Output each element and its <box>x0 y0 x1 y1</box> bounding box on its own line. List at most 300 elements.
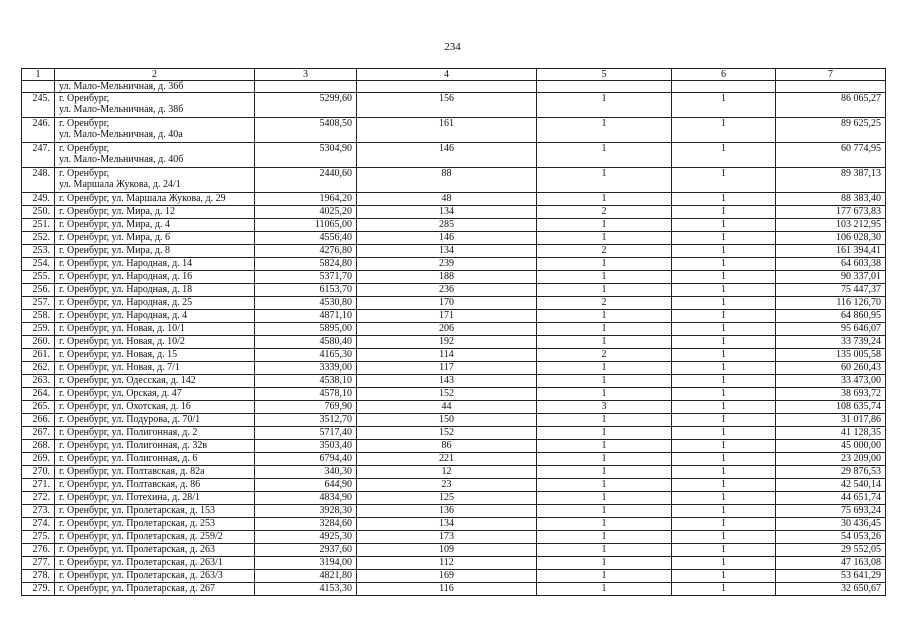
area-cell: 3512,70 <box>255 414 357 427</box>
amount-cell: 108 635,74 <box>776 401 886 414</box>
col5-cell: 1 <box>537 583 672 596</box>
address-cell: г. Оренбург, ул. Новая, д. 15 <box>55 349 255 362</box>
table-row <box>22 245 886 258</box>
row-number: 265. <box>22 401 55 414</box>
table-row <box>22 118 886 143</box>
table-row <box>22 557 886 570</box>
col5-cell: 1 <box>537 271 672 284</box>
col6-cell: 1 <box>672 440 776 453</box>
units-cell: 173 <box>357 531 537 544</box>
col5-cell: 1 <box>537 143 672 168</box>
area-cell: 5824,80 <box>255 258 357 271</box>
col6-cell: 1 <box>672 557 776 570</box>
col6-cell: 1 <box>672 570 776 583</box>
units-cell: 192 <box>357 336 537 349</box>
table-row <box>22 401 886 414</box>
table-row <box>22 570 886 583</box>
table-row <box>22 206 886 219</box>
address-cell: г. Оренбург, ул. Полтавская, д. 86 <box>55 479 255 492</box>
address-cell: г. Оренбург, ул. Мира, д. 12 <box>55 206 255 219</box>
units-cell: 152 <box>357 427 537 440</box>
area-cell: 769,90 <box>255 401 357 414</box>
area-cell: 1964,20 <box>255 193 357 206</box>
units-cell: 143 <box>357 375 537 388</box>
col5-cell: 1 <box>537 168 672 193</box>
area-cell: 4580,40 <box>255 336 357 349</box>
table-row <box>22 492 886 505</box>
amount-cell: 89 625,25 <box>776 118 886 143</box>
amount-cell: 106 028,30 <box>776 232 886 245</box>
col6-cell: 1 <box>672 427 776 440</box>
table-row <box>22 388 886 401</box>
address-cell: г. Оренбург, ул. Маршала Жукова, д. 29 <box>55 193 255 206</box>
units-cell: 88 <box>357 168 537 193</box>
address-cell: ул. Мало-Мельничная, д. 36б <box>55 81 255 93</box>
table-row <box>22 427 886 440</box>
amount-cell: 32 650,67 <box>776 583 886 596</box>
table-row <box>22 232 886 245</box>
col6-cell: 1 <box>672 375 776 388</box>
row-number: 256. <box>22 284 55 297</box>
units-cell: 117 <box>357 362 537 375</box>
area-cell: 2937,60 <box>255 544 357 557</box>
units-cell: 146 <box>357 232 537 245</box>
area-cell: 4834,90 <box>255 492 357 505</box>
col5-cell: 1 <box>537 258 672 271</box>
col5-cell: 3 <box>537 401 672 414</box>
col6-cell: 1 <box>672 531 776 544</box>
row-number: 270. <box>22 466 55 479</box>
area-cell: 5408,50 <box>255 118 357 143</box>
amount-cell: 75 447,37 <box>776 284 886 297</box>
amount-cell: 116 126,70 <box>776 297 886 310</box>
units-cell: 146 <box>357 143 537 168</box>
table-row <box>22 466 886 479</box>
row-number: 271. <box>22 479 55 492</box>
address-cell <box>55 168 255 193</box>
col5-cell: 1 <box>537 427 672 440</box>
col-header: 5 <box>537 69 672 81</box>
col6-cell: 1 <box>672 466 776 479</box>
address-cell: г. Оренбург, ул. Народная, д. 16 <box>55 271 255 284</box>
units-cell <box>357 81 537 93</box>
table-row <box>22 284 886 297</box>
amount-cell: 54 053,26 <box>776 531 886 544</box>
col5-cell: 1 <box>537 219 672 232</box>
table-row <box>22 583 886 596</box>
address-cell <box>55 118 255 143</box>
amount-cell: 177 673,83 <box>776 206 886 219</box>
row-number: 268. <box>22 440 55 453</box>
area-cell: 4538,10 <box>255 375 357 388</box>
row-number: 259. <box>22 323 55 336</box>
row-number: 253. <box>22 245 55 258</box>
amount-cell: 33 739,24 <box>776 336 886 349</box>
col6-cell: 1 <box>672 336 776 349</box>
col6-cell: 1 <box>672 414 776 427</box>
area-cell: 4925,30 <box>255 531 357 544</box>
amount-cell: 86 065,27 <box>776 93 886 118</box>
row-number: 277. <box>22 557 55 570</box>
area-cell: 5304,90 <box>255 143 357 168</box>
amount-cell: 60 260,43 <box>776 362 886 375</box>
col6-cell: 1 <box>672 297 776 310</box>
address-cell: г. Оренбург, ул. Новая, д. 10/2 <box>55 336 255 349</box>
col6-cell: 1 <box>672 206 776 219</box>
units-cell: 188 <box>357 271 537 284</box>
col6-cell: 1 <box>672 453 776 466</box>
address-cell: г. Оренбург, ул. Полигонная, д. 6 <box>55 453 255 466</box>
units-cell: 156 <box>357 93 537 118</box>
table-row <box>22 518 886 531</box>
address-line-1: г. Оренбург, <box>59 118 110 129</box>
col5-cell: 1 <box>537 479 672 492</box>
address-cell: г. Оренбург, ул. Народная, д. 25 <box>55 297 255 310</box>
amount-cell: 88 383,40 <box>776 193 886 206</box>
row-number: 262. <box>22 362 55 375</box>
col6-cell: 1 <box>672 310 776 323</box>
area-cell: 5895,00 <box>255 323 357 336</box>
col5-cell: 2 <box>537 297 672 310</box>
row-number: 250. <box>22 206 55 219</box>
units-cell: 136 <box>357 505 537 518</box>
continuation-row <box>22 81 886 93</box>
area-cell: 4276,80 <box>255 245 357 258</box>
table-row <box>22 193 886 206</box>
table-row <box>22 258 886 271</box>
address-cell: г. Оренбург, ул. Потехина, д. 28/1 <box>55 492 255 505</box>
units-cell: 171 <box>357 310 537 323</box>
col5-cell <box>537 81 672 93</box>
table-row <box>22 93 886 118</box>
col5-cell: 2 <box>537 349 672 362</box>
amount-cell: 89 387,13 <box>776 168 886 193</box>
units-cell: 44 <box>357 401 537 414</box>
row-number: 267. <box>22 427 55 440</box>
area-cell: 4578,10 <box>255 388 357 401</box>
col6-cell: 1 <box>672 492 776 505</box>
amount-cell: 60 774,95 <box>776 143 886 168</box>
col5-cell: 1 <box>537 414 672 427</box>
amount-cell: 30 436,45 <box>776 518 886 531</box>
row-number: 254. <box>22 258 55 271</box>
amount-cell: 161 394,41 <box>776 245 886 258</box>
area-cell: 3928,30 <box>255 505 357 518</box>
col5-cell: 1 <box>537 362 672 375</box>
units-cell: 125 <box>357 492 537 505</box>
col6-cell: 1 <box>672 93 776 118</box>
address-line-2: ул. Мало-Мельничная, д. 40а <box>59 129 183 140</box>
amount-cell: 29 552,05 <box>776 544 886 557</box>
col6-cell: 1 <box>672 271 776 284</box>
units-cell: 48 <box>357 193 537 206</box>
table-row <box>22 310 886 323</box>
row-number: 246. <box>22 118 55 143</box>
col5-cell: 1 <box>537 336 672 349</box>
col5-cell: 1 <box>537 570 672 583</box>
units-cell: 12 <box>357 466 537 479</box>
row-number: 255. <box>22 271 55 284</box>
address-cell: г. Оренбург, ул. Охотская, д. 16 <box>55 401 255 414</box>
table-row <box>22 440 886 453</box>
amount-cell: 41 128,35 <box>776 427 886 440</box>
table-row <box>22 271 886 284</box>
table-row <box>22 168 886 193</box>
col6-cell: 1 <box>672 284 776 297</box>
amount-cell <box>776 81 886 93</box>
page-number: 234 <box>444 41 461 53</box>
row-number: 257. <box>22 297 55 310</box>
address-cell: г. Оренбург, ул. Пролетарская, д. 153 <box>55 505 255 518</box>
row-number: 269. <box>22 453 55 466</box>
address-cell: г. Оренбург, ул. Новая, д. 10/1 <box>55 323 255 336</box>
row-number: 273. <box>22 505 55 518</box>
address-cell: г. Оренбург, ул. Полигонная, д. 2 <box>55 427 255 440</box>
amount-cell: 95 646,07 <box>776 323 886 336</box>
units-cell: 169 <box>357 570 537 583</box>
area-cell <box>255 81 357 93</box>
amount-cell: 64 603,38 <box>776 258 886 271</box>
address-cell: г. Оренбург, ул. Пролетарская, д. 259/2 <box>55 531 255 544</box>
units-cell: 285 <box>357 219 537 232</box>
col5-cell: 2 <box>537 206 672 219</box>
column-number-row <box>22 69 886 81</box>
units-cell: 109 <box>357 544 537 557</box>
units-cell: 236 <box>357 284 537 297</box>
address-cell: г. Оренбург, ул. Пролетарская, д. 267 <box>55 583 255 596</box>
address-cell <box>55 143 255 168</box>
col5-cell: 1 <box>537 531 672 544</box>
col5-cell: 1 <box>537 232 672 245</box>
row-number <box>22 81 55 93</box>
row-number: 245. <box>22 93 55 118</box>
col6-cell: 1 <box>672 232 776 245</box>
address-cell: г. Оренбург, ул. Пролетарская, д. 263/1 <box>55 557 255 570</box>
row-number: 276. <box>22 544 55 557</box>
row-number: 247. <box>22 143 55 168</box>
row-number: 272. <box>22 492 55 505</box>
col6-cell: 1 <box>672 245 776 258</box>
row-number: 251. <box>22 219 55 232</box>
units-cell: 206 <box>357 323 537 336</box>
col-header: 4 <box>357 69 537 81</box>
col6-cell: 1 <box>672 258 776 271</box>
area-cell: 4025,20 <box>255 206 357 219</box>
units-cell: 23 <box>357 479 537 492</box>
table-row <box>22 375 886 388</box>
area-cell: 11065,00 <box>255 219 357 232</box>
units-cell: 112 <box>357 557 537 570</box>
amount-cell: 53 641,29 <box>776 570 886 583</box>
area-cell: 3194,00 <box>255 557 357 570</box>
address-line-1: г. Оренбург, <box>59 93 110 104</box>
area-cell: 6153,70 <box>255 284 357 297</box>
address-cell: г. Оренбург, ул. Полтавская, д. 82а <box>55 466 255 479</box>
row-number: 279. <box>22 583 55 596</box>
col5-cell: 1 <box>537 310 672 323</box>
table-row <box>22 143 886 168</box>
table-row <box>22 479 886 492</box>
amount-cell: 75 693,24 <box>776 505 886 518</box>
address-cell: г. Оренбург, ул. Пролетарская, д. 253 <box>55 518 255 531</box>
col6-cell: 1 <box>672 479 776 492</box>
row-number: 278. <box>22 570 55 583</box>
col6-cell: 1 <box>672 401 776 414</box>
amount-cell: 103 212,95 <box>776 219 886 232</box>
address-cell: г. Оренбург, ул. Мира, д. 6 <box>55 232 255 245</box>
row-number: 266. <box>22 414 55 427</box>
area-cell: 4871,10 <box>255 310 357 323</box>
row-number: 260. <box>22 336 55 349</box>
table-row <box>22 323 886 336</box>
amount-cell: 23 209,00 <box>776 453 886 466</box>
address-cell: г. Оренбург, ул. Мира, д. 8 <box>55 245 255 258</box>
row-number: 274. <box>22 518 55 531</box>
amount-cell: 47 163,08 <box>776 557 886 570</box>
table-row <box>22 414 886 427</box>
table-row <box>22 219 886 232</box>
col6-cell: 1 <box>672 388 776 401</box>
col5-cell: 1 <box>537 492 672 505</box>
col5-cell: 1 <box>537 93 672 118</box>
units-cell: 134 <box>357 245 537 258</box>
col6-cell: 1 <box>672 544 776 557</box>
units-cell: 152 <box>357 388 537 401</box>
col6-cell: 1 <box>672 143 776 168</box>
col6-cell: 1 <box>672 219 776 232</box>
col5-cell: 1 <box>537 284 672 297</box>
address-cell: г. Оренбург, ул. Народная, д. 14 <box>55 258 255 271</box>
area-cell: 4821,80 <box>255 570 357 583</box>
amount-cell: 42 540,14 <box>776 479 886 492</box>
units-cell: 239 <box>357 258 537 271</box>
row-number: 261. <box>22 349 55 362</box>
address-line-2: ул. Мало-Мельничная, д. 38б <box>59 104 184 115</box>
row-number: 248. <box>22 168 55 193</box>
row-number: 258. <box>22 310 55 323</box>
col6-cell: 1 <box>672 505 776 518</box>
units-cell: 116 <box>357 583 537 596</box>
address-cell: г. Оренбург, ул. Пролетарская, д. 263 <box>55 544 255 557</box>
units-cell: 221 <box>357 453 537 466</box>
area-cell: 644,90 <box>255 479 357 492</box>
col-header: 6 <box>672 69 776 81</box>
amount-cell: 90 337,01 <box>776 271 886 284</box>
col6-cell: 1 <box>672 193 776 206</box>
col5-cell: 1 <box>537 518 672 531</box>
buildings-table <box>21 68 886 596</box>
amount-cell: 29 876,53 <box>776 466 886 479</box>
address-cell: г. Оренбург, ул. Народная, д. 18 <box>55 284 255 297</box>
address-line-1: г. Оренбург, <box>59 143 110 154</box>
address-cell: г. Оренбург, ул. Орская, д. 47 <box>55 388 255 401</box>
area-cell: 5299,60 <box>255 93 357 118</box>
col5-cell: 1 <box>537 388 672 401</box>
address-cell: г. Оренбург, ул. Полигонная, д. 32в <box>55 440 255 453</box>
amount-cell: 33 473,00 <box>776 375 886 388</box>
units-cell: 134 <box>357 206 537 219</box>
row-number: 263. <box>22 375 55 388</box>
amount-cell: 45 000,00 <box>776 440 886 453</box>
amount-cell: 38 693,72 <box>776 388 886 401</box>
table-row <box>22 349 886 362</box>
col-header: 3 <box>255 69 357 81</box>
amount-cell: 64 860,95 <box>776 310 886 323</box>
col5-cell: 1 <box>537 440 672 453</box>
col5-cell: 1 <box>537 557 672 570</box>
col6-cell: 1 <box>672 323 776 336</box>
units-cell: 150 <box>357 414 537 427</box>
col5-cell: 1 <box>537 505 672 518</box>
table-row <box>22 544 886 557</box>
col5-cell: 1 <box>537 466 672 479</box>
table-row <box>22 336 886 349</box>
area-cell: 4165,30 <box>255 349 357 362</box>
col-header: 2 <box>55 69 255 81</box>
col6-cell: 1 <box>672 583 776 596</box>
table-row <box>22 453 886 466</box>
col5-cell: 2 <box>537 245 672 258</box>
area-cell: 4530,80 <box>255 297 357 310</box>
area-cell: 6794,40 <box>255 453 357 466</box>
area-cell: 3339,00 <box>255 362 357 375</box>
units-cell: 161 <box>357 118 537 143</box>
col6-cell <box>672 81 776 93</box>
area-cell: 340,30 <box>255 466 357 479</box>
col6-cell: 1 <box>672 118 776 143</box>
address-cell: г. Оренбург, ул. Одесская, д. 142 <box>55 375 255 388</box>
area-cell: 5717,40 <box>255 427 357 440</box>
row-number: 275. <box>22 531 55 544</box>
col5-cell: 1 <box>537 193 672 206</box>
area-cell: 5371,70 <box>255 271 357 284</box>
table-row <box>22 505 886 518</box>
units-cell: 170 <box>357 297 537 310</box>
col-header: 1 <box>22 69 55 81</box>
units-cell: 134 <box>357 518 537 531</box>
col6-cell: 1 <box>672 349 776 362</box>
area-cell: 2440,60 <box>255 168 357 193</box>
col6-cell: 1 <box>672 362 776 375</box>
address-line-2: ул. Маршала Жукова, д. 24/1 <box>59 179 181 190</box>
address-cell: г. Оренбург, ул. Пролетарская, д. 263/3 <box>55 570 255 583</box>
area-cell: 3503,40 <box>255 440 357 453</box>
area-cell: 4153,30 <box>255 583 357 596</box>
amount-cell: 44 651,74 <box>776 492 886 505</box>
col5-cell: 1 <box>537 544 672 557</box>
units-cell: 86 <box>357 440 537 453</box>
area-cell: 3284,60 <box>255 518 357 531</box>
col5-cell: 1 <box>537 118 672 143</box>
col6-cell: 1 <box>672 168 776 193</box>
table-row <box>22 362 886 375</box>
row-number: 252. <box>22 232 55 245</box>
row-number: 264. <box>22 388 55 401</box>
amount-cell: 135 005,58 <box>776 349 886 362</box>
address-line-1: г. Оренбург, <box>59 168 110 179</box>
area-cell: 4556,40 <box>255 232 357 245</box>
address-line-2: ул. Мало-Мельничная, д. 40б <box>59 154 184 165</box>
table-row <box>22 531 886 544</box>
address-cell: г. Оренбург, ул. Подурова, д. 70/1 <box>55 414 255 427</box>
col6-cell: 1 <box>672 518 776 531</box>
col5-cell: 1 <box>537 375 672 388</box>
col-header: 7 <box>776 69 886 81</box>
address-cell: г. Оренбург, ул. Новая, д. 7/1 <box>55 362 255 375</box>
amount-cell: 31 017,86 <box>776 414 886 427</box>
address-cell: г. Оренбург, ул. Мира, д. 4 <box>55 219 255 232</box>
col5-cell: 1 <box>537 453 672 466</box>
